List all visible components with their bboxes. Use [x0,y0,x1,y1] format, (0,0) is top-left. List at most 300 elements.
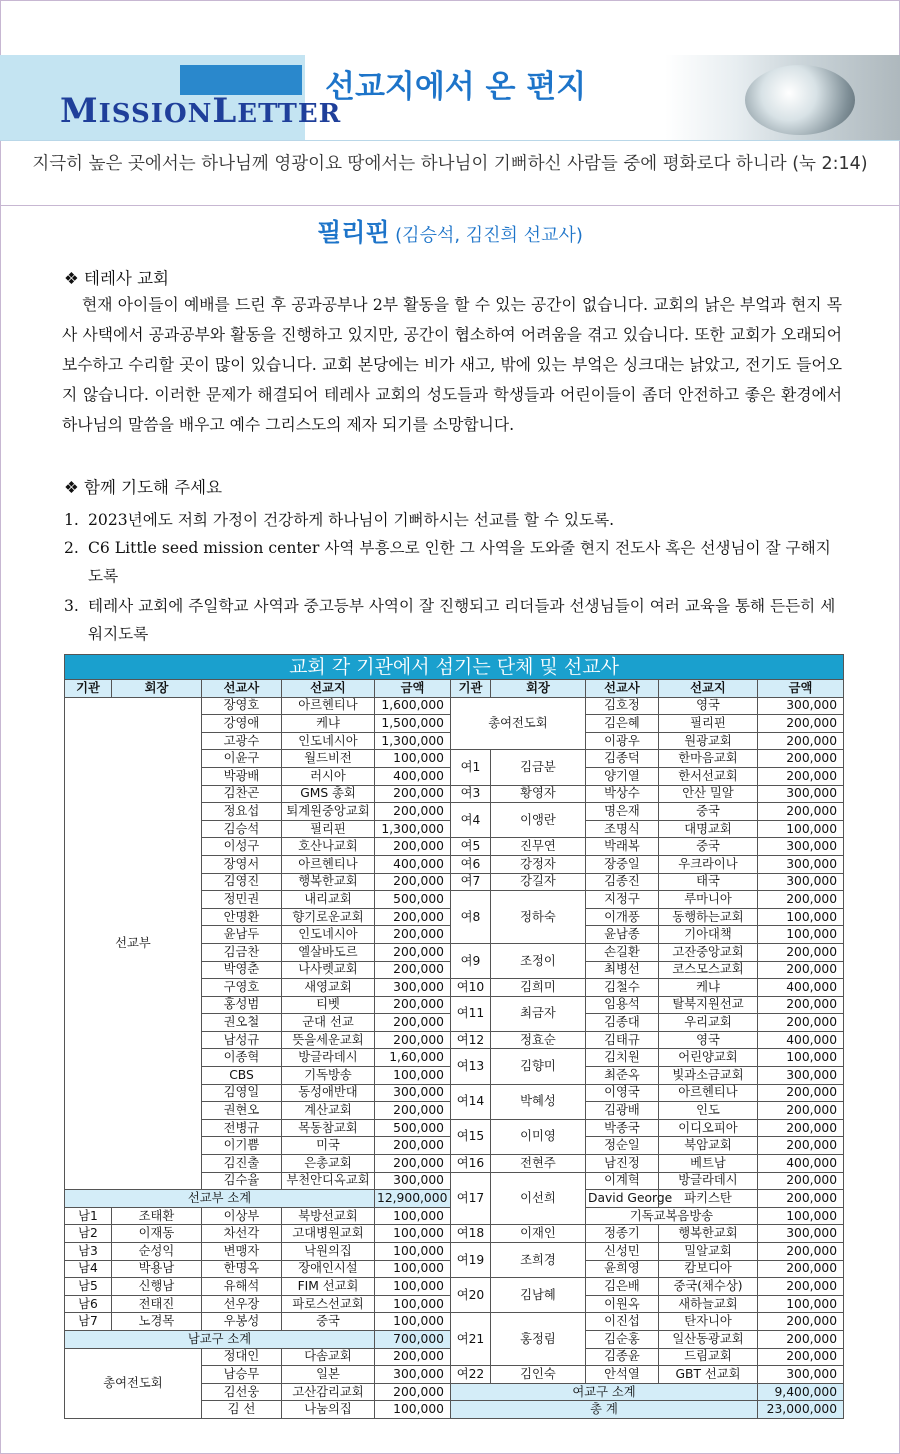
chair-name: 황영자 [491,785,586,803]
missionary-name: 이기쁨 [202,1137,282,1155]
missionary-name: 남성규 [202,1031,282,1049]
missionary-name: 정순일 [586,1137,659,1155]
org-label: 남2 [65,1225,112,1243]
mission-field: 북방선교회 [282,1207,375,1225]
missionary-name: 김금찬 [202,943,282,961]
chair-name: 신행남 [112,1278,202,1296]
missionary-name: 정요섭 [202,803,282,821]
amount: 200,000 [758,1119,844,1137]
org-label: 남6 [65,1295,112,1313]
missionary-name: 손길환 [586,943,659,961]
org-label: 선교부 [65,697,202,1190]
missionary-name: 김영일 [202,1084,282,1102]
missionary-name: 김선웅 [202,1383,282,1401]
chair-name: 김남혜 [491,1278,586,1313]
bible-verse: 지극히 높은 곳에서는 하나님께 영광이요 땅에서는 하나님이 기뻐하신 사람들 중에 평화로다 하니라 (눅 2:14) [32,154,868,174]
amount: 300,000 [758,785,844,803]
chair-name: 홍정림 [491,1313,586,1366]
donation-table [64,654,844,1419]
missionary-name: 조명식 [586,820,659,838]
chair-name: 최금자 [491,996,586,1031]
mission-field: 기독방송 [282,1067,375,1085]
amount: 300,000 [758,1366,844,1384]
amount: 100,000 [758,820,844,838]
org-label: 남4 [65,1260,112,1278]
mission-field: 파키스탄 [659,1190,758,1208]
mission-field: 새하늘교회 [659,1295,758,1313]
mission-field: GMS 총회 [282,785,375,803]
amount: 400,000 [758,979,844,997]
amount: 300,000 [758,1067,844,1085]
mission-field: 월드비전 [282,750,375,768]
missionary-name: 안명환 [202,908,282,926]
missionary-name: 이개풍 [586,908,659,926]
org-label: 여4 [451,803,491,838]
mission-field: 우크라이나 [659,855,758,873]
mission-field: 아르헨티나 [659,1084,758,1102]
amount: 300,000 [375,1172,451,1190]
amount: 200,000 [758,732,844,750]
column-header: 선교지 [282,680,375,698]
chair-name: 조태환 [112,1207,202,1225]
missionary-name: 남진정 [586,1155,659,1173]
mission-field: 퇴계원중앙교회 [282,803,375,821]
amount: 200,000 [758,1014,844,1032]
mission-field: 파로스선교회 [282,1295,375,1313]
church-body-text: 현재 아이들이 예배를 드린 후 공과공부나 2부 활동을 할 수 있는 공간이 없습니다. 교회의 낡은 부엌과 현지 목사 사택에서 공과공부와 활동을 진행하고 있지만, 공간이 협소하여 어려움을 겪고 있습니다. 또한 교회가 오래되어 보수하고 수리할 곳이 많이 있습니다. 교회 본당에는 비가 새고, 밖에 있는 부엌은 싱크대는 낡았고, 전기도 들어오지 않습니다. 이러한 문제가 해결되어 테레사 교회의 성도들과 학생들과 어린이들이 좀더 안전하고 좋은 환경에서 하나님의 말씀을 배우고 예수 그리스도의 제자 되기를 소망합니다. [62,295,842,434]
missionary-name: 정민권 [202,891,282,909]
org-label: 여18 [451,1225,491,1243]
amount: 1,60,000 [375,1049,451,1067]
mission-field: 내리교회 [282,891,375,909]
amount: 200,000 [758,715,844,733]
mission-field: 탄자니아 [659,1313,758,1331]
mission-field: 코스모스교회 [659,961,758,979]
org-label: 여3 [451,785,491,803]
country-heading [0,213,900,249]
org-label: 여8 [451,891,491,944]
column-header: 기관 [451,680,491,698]
amount: 1,500,000 [375,715,451,733]
org-label: 여14 [451,1084,491,1119]
mission-field: 드림교회 [659,1348,758,1366]
mission-field: 러시아 [282,767,375,785]
amount: 1,600,000 [375,697,451,715]
table-title: 교회 각 기관에서 섬기는 단체 및 선교사 [65,655,844,680]
amount: 100,000 [375,1401,451,1419]
missionary-name: 김진출 [202,1155,282,1173]
amount: 100,000 [375,1278,451,1296]
org-label: 여19 [451,1243,491,1278]
amount: 300,000 [758,697,844,715]
header-banner [0,55,900,141]
amount: 100,000 [758,908,844,926]
mission-field: 기아대책 [659,926,758,944]
missionary-name: 이원옥 [586,1295,659,1313]
amount: 200,000 [375,873,451,891]
amount: 200,000 [758,1172,844,1190]
globe-icon [665,55,900,140]
missionary-name: 안석열 [586,1366,659,1384]
chair-name: 김금분 [491,750,586,785]
missionary-name: 구영호 [202,979,282,997]
mission-field: 고대병원교회 [282,1225,375,1243]
mission-field: 중국 [659,838,758,856]
missionary-name: 전병규 [202,1119,282,1137]
org-label: 여20 [451,1278,491,1313]
mission-field: 은총교회 [282,1155,375,1173]
mission-field: 케냐 [659,979,758,997]
missionary-name: 장영호 [202,697,282,715]
missionary-name: 남승무 [202,1366,282,1384]
table-header-row [65,680,844,698]
amount: 200,000 [375,1102,451,1120]
missionary-name: 윤희영 [586,1260,659,1278]
org-label: 여5 [451,838,491,856]
mission-field: 영국 [659,697,758,715]
mission-field: 인도네시아 [282,926,375,944]
org-label: 남7 [65,1313,112,1331]
mission-field: 탈북지원선교 [659,996,758,1014]
missionary-name: CBS [202,1067,282,1085]
amount: 100,000 [375,1067,451,1085]
amount: 100,000 [375,750,451,768]
page-title: 선교지에서 온 편지 [325,69,587,105]
amount: 200,000 [758,943,844,961]
missionary-name: 이광우 [586,732,659,750]
missionary-name: 홍성범 [202,996,282,1014]
missionary-name: 김종진 [586,873,659,891]
missionary-name: 김종윤 [586,1348,659,1366]
chair-name: 정효순 [491,1031,586,1049]
org-label: 여13 [451,1049,491,1084]
missionary-name: 김은혜 [586,715,659,733]
mission-field: 빛과소금교회 [659,1067,758,1085]
org-label: 여15 [451,1119,491,1154]
missionary-name: 윤남종 [586,926,659,944]
amount: 1,300,000 [375,732,451,750]
divider [0,205,900,206]
mission-field: 고잔중앙교회 [659,943,758,961]
missionary-name: 최준옥 [586,1067,659,1085]
chair-name: 조정이 [491,943,586,978]
org-label: 여1 [451,750,491,785]
amount: 1,300,000 [375,820,451,838]
missionary-name: 김찬곤 [202,785,282,803]
mission-field: 향기로운교회 [282,908,375,926]
mission-field: 밀알교회 [659,1243,758,1261]
missionary-name: 임용석 [586,996,659,1014]
mission-field: 영국 [659,1031,758,1049]
amount: 200,000 [375,838,451,856]
amount: 200,000 [758,1084,844,1102]
mission-field: 티벳 [282,996,375,1014]
org-label: 남3 [65,1243,112,1261]
table-row [65,1243,844,1261]
column-header: 회장 [112,680,202,698]
amount: 200,000 [758,803,844,821]
missionary-name: 차선각 [202,1225,282,1243]
mission-field: 뜻을세운교회 [282,1031,375,1049]
mission-field: 일산동광교회 [659,1330,758,1348]
country-name: 필리핀 [317,218,390,247]
missionary-name: 신성민 [586,1243,659,1261]
logo-panel [0,55,342,140]
org-label: 여9 [451,943,491,978]
column-header: 선교사 [202,680,282,698]
amount: 200,000 [375,1031,451,1049]
amount: 200,000 [758,1278,844,1296]
amount: 100,000 [758,1295,844,1313]
missionary-name: 김철수 [586,979,659,997]
chair-name: 이재동 [112,1225,202,1243]
missionary-name: 김종덕 [586,750,659,768]
chair-name: 진무연 [491,838,586,856]
org-label: 여6 [451,855,491,873]
chair-name: 박용남 [112,1260,202,1278]
mission-field: 원광교회 [659,732,758,750]
mission-field: 다솜교회 [282,1348,375,1366]
subtotal-label: 여교구 소계 [451,1383,758,1401]
amount: 200,000 [758,1243,844,1261]
amount: 300,000 [375,979,451,997]
chair-name: 노경목 [112,1313,202,1331]
amount: 300,000 [375,1084,451,1102]
missionary-name: 장중일 [586,855,659,873]
mission-field: 한마음교회 [659,750,758,768]
mission-field: FIM 선교회 [282,1278,375,1296]
amount: 300,000 [375,1366,451,1384]
mission-field: 고산감리교회 [282,1383,375,1401]
org-label: 총여전도회 [65,1348,202,1418]
missionary-name: 김영진 [202,873,282,891]
amount: 200,000 [758,1102,844,1120]
subtotal-amount: 700,000 [375,1330,451,1348]
amount: 100,000 [758,926,844,944]
mission-field: 기독교복음방송 [586,1207,758,1225]
missionary-name: 변맹자 [202,1243,282,1261]
chair-name: 강정자 [491,855,586,873]
mission-field: 호산나교회 [282,838,375,856]
missionary-name: 이계혁 [586,1172,659,1190]
missionary-names: (김승석, 김진희 선교사) [395,225,583,246]
subtotal-label: 선교부 소계 [65,1190,375,1208]
missionary-name: 이상부 [202,1207,282,1225]
missionary-name: 이성구 [202,838,282,856]
amount: 200,000 [758,961,844,979]
org-label: 총여전도회 [451,697,586,750]
missionary-name: 김광배 [586,1102,659,1120]
missionary-name: 명은재 [586,803,659,821]
amount: 200,000 [758,750,844,768]
missionary-name: 강영애 [202,715,282,733]
amount: 500,000 [375,891,451,909]
missionary-name: David George [586,1190,659,1208]
amount: 200,000 [758,767,844,785]
amount: 100,000 [375,1313,451,1331]
amount: 300,000 [758,838,844,856]
chair-name: 이미영 [491,1119,586,1154]
missionary-name: 권오철 [202,1014,282,1032]
mission-field: 아르헨티나 [282,697,375,715]
chair-name: 김인숙 [491,1366,586,1384]
org-label: 여16 [451,1155,491,1173]
mission-field: 방글라데시 [282,1049,375,1067]
subtotal-amount: 9,400,000 [758,1383,844,1401]
missionary-name: 박상수 [586,785,659,803]
org-label: 여11 [451,996,491,1031]
org-label: 여17 [451,1172,491,1225]
mission-field: 동행하는교회 [659,908,758,926]
mission-field: 목동참교회 [282,1119,375,1137]
amount: 200,000 [375,785,451,803]
missionary-name: 김태규 [586,1031,659,1049]
amount: 300,000 [758,873,844,891]
mission-field: 케냐 [282,715,375,733]
mission-field: 어린양교회 [659,1049,758,1067]
mission-field: 태국 [659,873,758,891]
amount: 200,000 [758,996,844,1014]
amount: 200,000 [758,1330,844,1348]
mission-field: 이디오피아 [659,1119,758,1137]
missionary-name: 이윤구 [202,750,282,768]
missionary-name: 우봉성 [202,1313,282,1331]
chair-name: 이앵란 [491,803,586,838]
mission-field: 나눔의집 [282,1401,375,1419]
missionary-name: 김호정 [586,697,659,715]
missionary-name: 김승석 [202,820,282,838]
chair-name: 전태진 [112,1295,202,1313]
missionary-name: 유해석 [202,1278,282,1296]
mission-field: 부천안디옥교회 [282,1172,375,1190]
amount: 100,000 [758,1049,844,1067]
mission-field: 낙원의집 [282,1243,375,1261]
missionary-name: 박광배 [202,767,282,785]
amount: 100,000 [375,1295,451,1313]
org-label: 여10 [451,979,491,997]
amount: 300,000 [758,855,844,873]
amount: 200,000 [375,996,451,1014]
mission-field: 우리교회 [659,1014,758,1032]
chair-name: 순성익 [112,1243,202,1261]
missionary-name: 윤남두 [202,926,282,944]
mission-field: 일본 [282,1366,375,1384]
amount: 400,000 [375,767,451,785]
missionary-name: 박영춘 [202,961,282,979]
amount: 400,000 [375,855,451,873]
mission-field: 행복한교회 [659,1225,758,1243]
mission-field: 군대 선교 [282,1014,375,1032]
mission-field: 행복한교회 [282,873,375,891]
amount: 200,000 [375,1155,451,1173]
mission-field: 필리핀 [282,820,375,838]
column-header: 금액 [375,680,451,698]
table-row [65,1278,844,1296]
subtotal-label: 남교구 소계 [65,1330,375,1348]
org-label: 남5 [65,1278,112,1296]
missionary-name: 이진섭 [586,1313,659,1331]
mission-field: 대명교회 [659,820,758,838]
missionary-name: 김 선 [202,1401,282,1419]
chair-name: 정하숙 [491,891,586,944]
column-header: 선교사 [586,680,659,698]
section-heading-church: ❖ 테레사 교회 [64,269,169,288]
amount: 200,000 [375,926,451,944]
amount: 200,000 [758,1137,844,1155]
amount: 100,000 [375,1207,451,1225]
mission-field: 중국 [659,803,758,821]
column-header: 기관 [65,680,112,698]
chair-name: 이선희 [491,1172,586,1225]
missionary-name: 김수율 [202,1172,282,1190]
missionary-name: 장영서 [202,855,282,873]
mission-field: 베트남 [659,1155,758,1173]
mission-field: 장애인시설 [282,1260,375,1278]
amount: 200,000 [758,891,844,909]
missionary-name: 양기열 [586,767,659,785]
mission-field: 안산 밀알 [659,785,758,803]
column-header: 금액 [758,680,844,698]
amount: 100,000 [375,1243,451,1261]
chair-name: 전현주 [491,1155,586,1173]
grand-total-label: 총 계 [451,1401,758,1419]
amount: 200,000 [375,803,451,821]
mission-field: 캄보디아 [659,1260,758,1278]
mission-field: GBT 선교회 [659,1366,758,1384]
missionary-name: 한명옥 [202,1260,282,1278]
table-caption-row [65,655,844,680]
amount: 100,000 [375,1260,451,1278]
amount: 100,000 [375,1225,451,1243]
grand-total-amount: 23,000,000 [758,1401,844,1419]
amount: 200,000 [375,943,451,961]
amount: 200,000 [375,908,451,926]
org-label: 여21 [451,1313,491,1366]
missionary-name: 박종국 [586,1119,659,1137]
mission-field: 루마니아 [659,891,758,909]
table-row [65,1225,844,1243]
mission-letter-logo: MISSIONLETTER [60,91,342,131]
amount: 500,000 [375,1119,451,1137]
org-label: 여12 [451,1031,491,1049]
column-header: 회장 [491,680,586,698]
org-label: 여22 [451,1366,491,1384]
mission-field: 새영교회 [282,979,375,997]
mission-field: 아르헨티나 [282,855,375,873]
org-label: 여7 [451,873,491,891]
mission-field: 방글라데시 [659,1172,758,1190]
chair-name: 이재인 [491,1225,586,1243]
mission-field: 중국(채수상) [659,1278,758,1296]
missionary-name: 지정구 [586,891,659,909]
mission-field: 엘살바도르 [282,943,375,961]
mission-field: 인도 [659,1102,758,1120]
chair-name: 김향미 [491,1049,586,1084]
chair-name: 강길자 [491,873,586,891]
missionary-name: 김은배 [586,1278,659,1296]
amount: 400,000 [758,1031,844,1049]
missionary-name: 박래복 [586,838,659,856]
missionary-name: 정대인 [202,1348,282,1366]
section-heading-prayer: ❖ 함께 기도해 주세요 [64,478,223,497]
table-row [65,1313,844,1331]
mission-field: 인도네시아 [282,732,375,750]
amount: 200,000 [375,961,451,979]
missionary-name: 이종혁 [202,1049,282,1067]
mission-field: 북암교회 [659,1137,758,1155]
amount: 200,000 [375,1137,451,1155]
mission-field: 미국 [282,1137,375,1155]
